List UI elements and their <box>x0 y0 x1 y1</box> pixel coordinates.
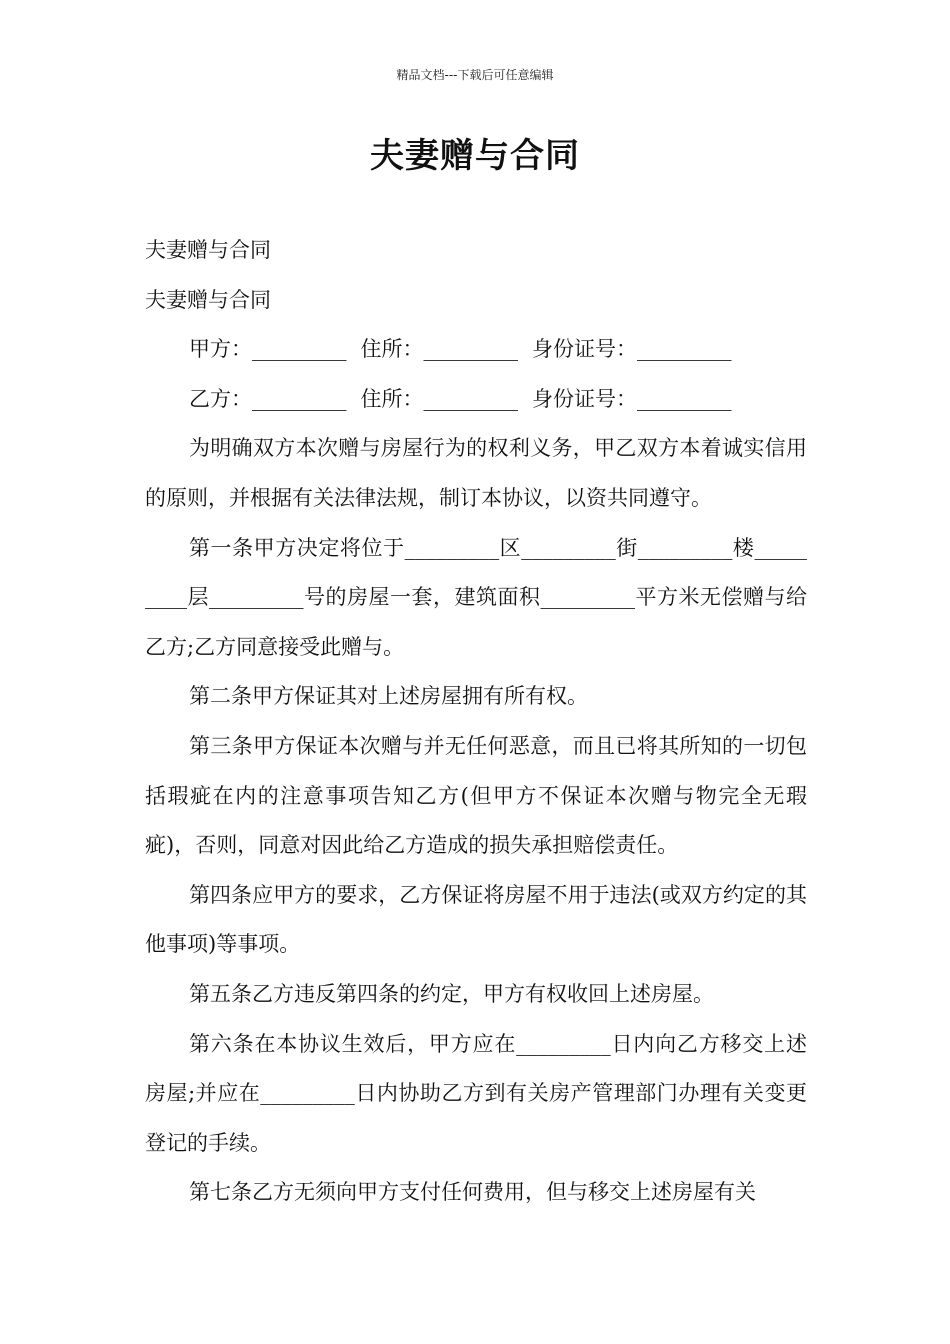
article-7-paragraph: 第七条乙方无须向甲方支付任何费用，但与移交上述房屋有关 <box>189 1180 756 1205</box>
party-a-line <box>145 325 807 375</box>
article-1-paragraph: 第一条甲方决定将位于_________区_________街_________楼_________层_________号的房屋一套，建筑面积_________平方米无偿赠与给乙方;乙方同意接受此赠与。 <box>145 535 807 659</box>
article-3-paragraph: 第三条甲方保证本次赠与并无任何恶意，而且已将其所知的一切包括瑕疵在内的注意事项告知乙方(但甲方不保证本次赠与物完全无瑕疵)，否则，同意对因此给乙方造成的损失承担赔偿责任。 <box>145 733 807 858</box>
preamble-paragraph: 为明确双方本次赠与房屋行为的权利义务，甲乙双方本着诚实信用的原则，并根据有关法律法规，制订本协议，以资共同遵守。 <box>145 436 807 510</box>
article-4-paragraph: 第四条应甲方的要求，乙方保证将房屋不用于违法(或双方约定的其他事项)等事项。 <box>145 882 807 957</box>
article-6-paragraph: 第六条在本协议生效后，甲方应在_________日内向乙方移交上述房屋;并应在_________日内协助乙方到有关房产管理部门办理有关变更登记的手续。 <box>145 1031 807 1155</box>
party-b-residence-label: 住所： <box>360 386 424 411</box>
subtitle-line-2: 夫妻赠与合同 <box>145 287 271 312</box>
party-b-line <box>145 375 807 425</box>
party-a-label: 甲方： <box>189 337 252 362</box>
party-a-id-label: 身份证号： <box>532 337 637 362</box>
party-b-id-blank: _________ <box>637 386 732 411</box>
header-note: 精品文档---下载后可任意编辑 <box>396 68 554 82</box>
article-5-paragraph: 第五条乙方违反第四条的约定，甲方有权收回上述房屋。 <box>189 981 714 1006</box>
document-body <box>145 226 807 1218</box>
party-b-id-label: 身份证号： <box>532 386 637 411</box>
party-a-id-blank: _________ <box>637 337 732 362</box>
party-a-residence-blank: _________ <box>423 337 518 362</box>
subtitle-line-1: 夫妻赠与合同 <box>145 238 271 262</box>
party-b-residence-blank: _________ <box>423 386 518 411</box>
document-title: 夫妻赠与合同 <box>370 136 580 176</box>
party-b-name-blank: _________ <box>252 386 347 411</box>
article-2-paragraph: 第二条甲方保证其对上述房屋拥有所有权。 <box>189 684 588 709</box>
party-a-name-blank: _________ <box>252 337 347 362</box>
party-b-label: 乙方： <box>189 386 252 411</box>
party-a-residence-label: 住所： <box>360 337 424 362</box>
